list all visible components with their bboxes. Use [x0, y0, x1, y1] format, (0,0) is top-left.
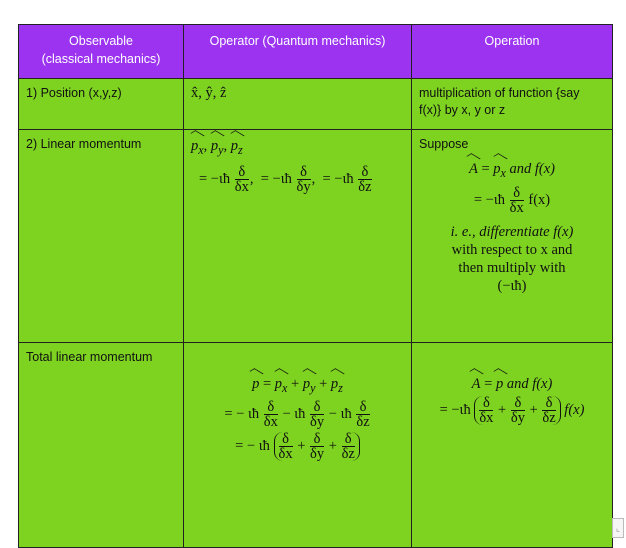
total-label-cell	[19, 343, 184, 548]
frac-dz: $\frac{\delta}{\delta z}$	[358, 163, 372, 195]
operators-table	[18, 24, 613, 548]
linear-op-equations: = −ιħ $\frac{\delta}{\delta x}$ , = −ιħ $\frac{\delta}{\delta y}$ , = −ιħ $\frac{\delta}{\delta z}$	[199, 163, 372, 195]
total-eq3: = − ιħ $\frac{\delta}{\delta x}$ + $\frac{\delta}{\delta y}$ + $\frac{\delta}{\delta z}$	[191, 432, 404, 461]
position-operator-cell	[184, 79, 412, 130]
linear-operator	[184, 130, 411, 200]
position-operator: x̂, ŷ, ẑ	[191, 85, 227, 101]
header-operation: Operation	[412, 25, 613, 79]
suppose-eq: $A = p_x$ and f(x)	[468, 161, 556, 180]
header-observable	[19, 25, 184, 79]
linear-operator-cell	[184, 130, 412, 343]
frac-dx: $\frac{\delta}{\delta x}$	[234, 163, 249, 195]
linear-label: 2) Linear momentum	[26, 137, 142, 151]
total-operator	[184, 343, 411, 470]
position-label-cell	[19, 79, 184, 130]
total-op-eq2: = −ιħ $\frac{\delta}{\delta x}$ + $\frac{\delta}{\delta y}$ + $\frac{\delta}{\delta z}$ f(x)	[439, 395, 585, 426]
suppose-text: Suppose	[419, 137, 469, 151]
position-label: 1) Position (x,y,z)	[26, 86, 122, 100]
frac-dy: $\frac{\delta}{\delta y}$	[296, 163, 311, 195]
position-operation: multiplication of function {say f(x)} by x, y or z	[419, 86, 580, 117]
linear-label-cell	[19, 130, 184, 343]
total-label: Total linear momentum	[26, 350, 153, 364]
py-hat: $p_y$	[210, 138, 224, 157]
row-position	[19, 79, 613, 130]
row-total-momentum	[19, 343, 613, 548]
linear-operation-cell	[412, 130, 613, 343]
row-linear-momentum	[19, 130, 613, 343]
pz-hat: $p_z$	[230, 138, 243, 157]
linear-op-symbols: $p_x$, $p_y$, $p_z$	[191, 138, 243, 157]
total-operator-cell	[184, 343, 412, 548]
linear-operation	[412, 130, 612, 301]
header-observable-line1: Observable	[69, 34, 133, 48]
total-op-eq1: A = p and f(x)	[471, 376, 553, 392]
total-eq2: = − ιħ $\frac{\delta}{\delta x}$ − ιħ $\frac{\delta}{\delta y}$ − ιħ $\frac{\delta}{\delta z}$	[224, 398, 370, 430]
resize-handle-icon[interactable]: ⌞	[612, 518, 624, 538]
header-operator: Operator (Quantum mechanics)	[184, 25, 412, 79]
position-operation-cell	[412, 79, 613, 130]
px-hat: $p_x$	[191, 138, 204, 157]
total-operation	[412, 343, 612, 434]
suppose-eq2: = −ιħ $\frac{\delta}{\delta x}$ f(x)	[473, 184, 551, 216]
header-observable-line2: (classical mechanics)	[41, 52, 161, 66]
header-row	[19, 25, 613, 79]
total-operation-cell	[412, 343, 613, 548]
total-eq1: $p = p_x + p_y + p_z$	[252, 376, 343, 395]
ie-explanation: i. e., differentiate f(x) with respect to x and then multiply with (−ιħ)	[450, 223, 574, 294]
